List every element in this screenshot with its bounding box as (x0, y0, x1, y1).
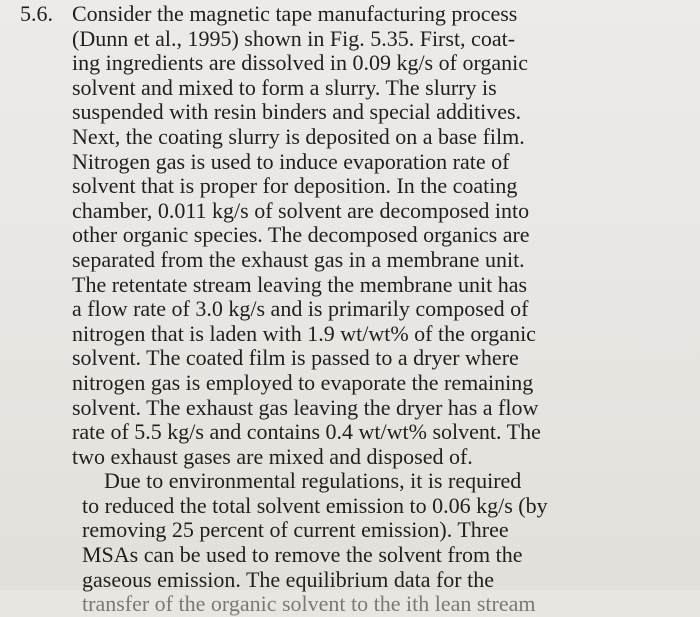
paragraph-2 (82, 468, 578, 617)
text-line: Due to environmental regulations, it is required (104, 468, 522, 494)
text-line: two exhaust gases are mixed and disposed of. (72, 443, 473, 469)
text-line: solvent. The exhaust gas leaving the dryer has a flow (72, 394, 539, 420)
text-line: to reduced the total solvent emission to 0.06 kg/s (by (82, 492, 548, 518)
text-line: nitrogen gas is employed to evaporate the remaining (72, 369, 534, 395)
text-line: rate of 5.5 kg/s and contains 0.4 wt/wt% solvent. The (72, 419, 541, 445)
text-line: Consider the magnetic tape manufacturing process (72, 1, 518, 26)
text-line: MSAs can be used to remove the solvent from the (82, 542, 523, 568)
text-line: gaseous emission. The equilibrium data for the (82, 566, 495, 592)
text-line: ing ingredients are dissolved in 0.09 kg/s of organic (72, 50, 529, 76)
text-line: The retentate stream leaving the membrane unit has (72, 271, 528, 297)
text-line: Next, the coating slurry is deposited on a base film. (72, 123, 525, 149)
cut-off-text-line: transfer of the organic solvent to the ith lean stream (82, 591, 536, 617)
problem-number: 5.6. (20, 1, 53, 26)
text-line: separated from the exhaust gas in a membrane unit. (72, 246, 525, 272)
text-line: solvent that is proper for deposition. In the coating (72, 173, 518, 199)
text-line: removing 25 percent of current emission). Three (82, 517, 509, 543)
text-line: (Dunn et al., 1995) shown in Fig. 5.35. First, coat- (72, 25, 516, 51)
text-line: Nitrogen gas is used to induce evaporation rate of (72, 148, 510, 174)
text-line: solvent. The coated film is passed to a dryer where (72, 345, 519, 371)
paragraph-1 (72, 2, 578, 469)
text-line: other organic species. The decomposed organics are (72, 222, 530, 248)
text-line: suspended with resin binders and special additives. (72, 99, 522, 125)
text-line: chamber, 0.011 kg/s of solvent are decomposed into (72, 197, 530, 223)
text-line: a flow rate of 3.0 kg/s and is primarily composed of (72, 296, 529, 322)
text-line: solvent and mixed to form a slurry. The slurry is (72, 74, 497, 100)
text-line: nitrogen that is laden with 1.9 wt/wt% of the organic (72, 320, 536, 346)
problem-statement (72, 1, 578, 617)
